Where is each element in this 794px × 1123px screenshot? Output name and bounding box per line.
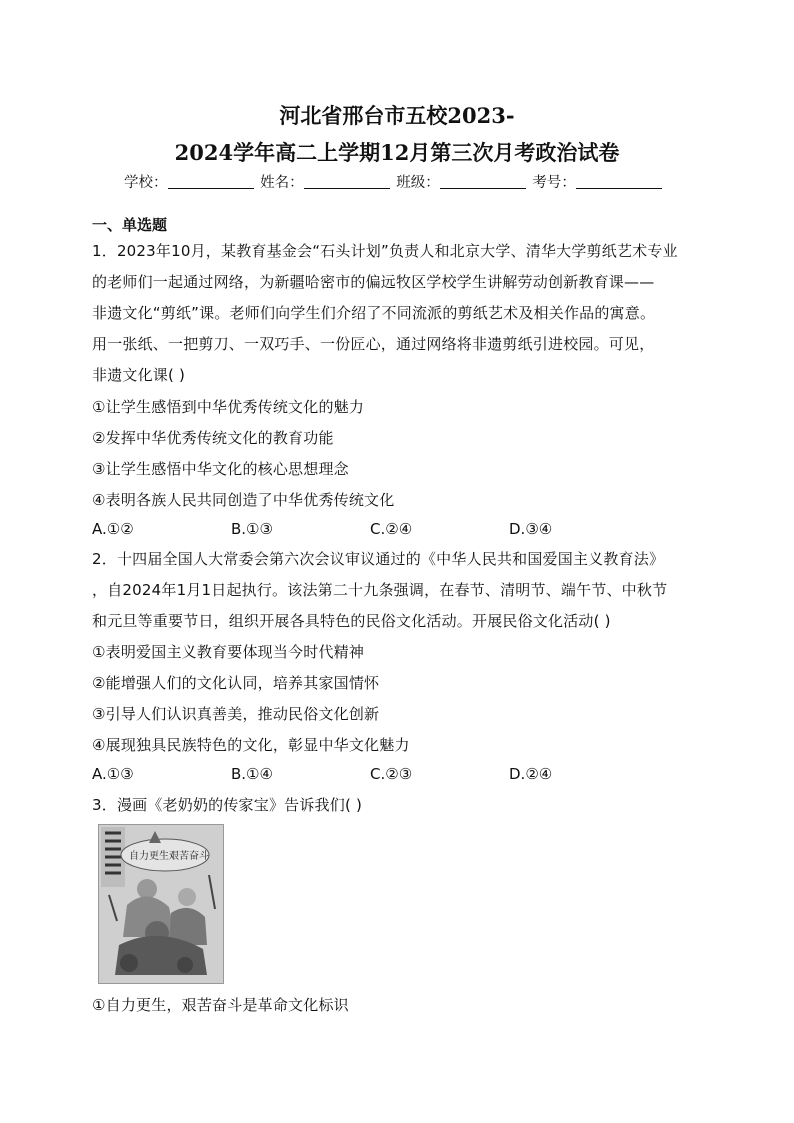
comic-banner-text: 自力更生艰苦奋斗 [129, 851, 209, 862]
exam-title-line1: 河北省邢台市五校2023- [279, 103, 515, 128]
exam-number-label: 考号： [532, 175, 576, 191]
q2-stem-line: ，自2024年1月1日起执行。该法第二十九条强调，在春节、清明节、端午节、中秋节 [92, 581, 668, 599]
class-blank [440, 174, 526, 189]
q1-statement: ③让学生感悟中华文化的核心思想理念 [92, 460, 349, 478]
school-label: 学校： [124, 175, 168, 191]
section-heading: 一、单选题 [92, 216, 168, 234]
q1-statement: ④表明各族人民共同创造了中华优秀传统文化 [92, 491, 395, 509]
q1-stem-line: 1．2023年10月，某教育基金会“石头计划”负责人和北京大学、清华大学剪纸艺术专业 [92, 242, 678, 260]
q1-stem-line: 非遗文化课( ) [92, 366, 186, 384]
q2-choice-b[interactable]: B.①④ [231, 765, 273, 783]
q1-stem-line: 用一张纸、一把剪刀、一双巧手、一份匠心，通过网络将非遗剪纸引进校园。可见， [92, 335, 655, 353]
name-blank [304, 174, 390, 189]
q2-choice-c[interactable]: C.②③ [370, 765, 413, 783]
q2-choice-d[interactable]: D.②④ [509, 765, 553, 783]
q3-statement: ①自力更生，艰苦奋斗是革命文化标识 [92, 996, 349, 1014]
q1-statement: ②发挥中华优秀传统文化的教育功能 [92, 429, 334, 447]
q2-statement: ④展现独具民族特色的文化，彰显中华文化魅力 [92, 736, 410, 754]
q2-choice-a[interactable]: A.①③ [92, 765, 134, 783]
exam-title-line2: 2024学年高二上学期12月第三次月考政治试卷 [174, 140, 620, 165]
name-label: 姓名： [260, 175, 304, 191]
q2-statement: ③引导人们认识真善美，推动民俗文化创新 [92, 705, 380, 723]
q2-stem-line: 2．十四届全国人大常委会第六次会议审议通过的《中华人民共和国爱国主义教育法》 [92, 550, 665, 568]
q1-stem-line: 的老师们一起通过网络，为新疆哈密市的偏远牧区学校学生讲解劳动创新教育课—— [92, 273, 655, 291]
exam-number-blank [576, 174, 662, 189]
comic-illustration [99, 825, 223, 983]
q2-stem-line: 和元旦等重要节日，组织开展各具特色的民俗文化活动。开展民俗文化活动( ) [92, 612, 611, 630]
q1-choice-a[interactable]: A.①② [92, 520, 134, 538]
q3-stem: 3．漫画《老奶奶的传家宝》告诉我们( ) [92, 796, 363, 814]
q2-statement: ②能增强人们的文化认同，培养其家国情怀 [92, 674, 380, 692]
q1-stem-line: 非遗文化“剪纸”课。老师们向学生们介绍了不同流派的剪纸艺术及相关作品的寓意。 [92, 304, 656, 322]
q1-choice-d[interactable]: D.③④ [509, 520, 553, 538]
q2-statement: ①表明爱国主义教育要体现当今时代精神 [92, 643, 365, 661]
q1-choice-c[interactable]: C.②④ [370, 520, 413, 538]
student-info-row [124, 171, 664, 192]
q1-statement: ①让学生感悟到中华优秀传统文化的魅力 [92, 398, 365, 416]
school-blank [168, 174, 254, 189]
q1-choice-b[interactable]: B.①③ [231, 520, 273, 538]
class-label: 班级： [396, 175, 440, 191]
comic-image [98, 824, 224, 984]
